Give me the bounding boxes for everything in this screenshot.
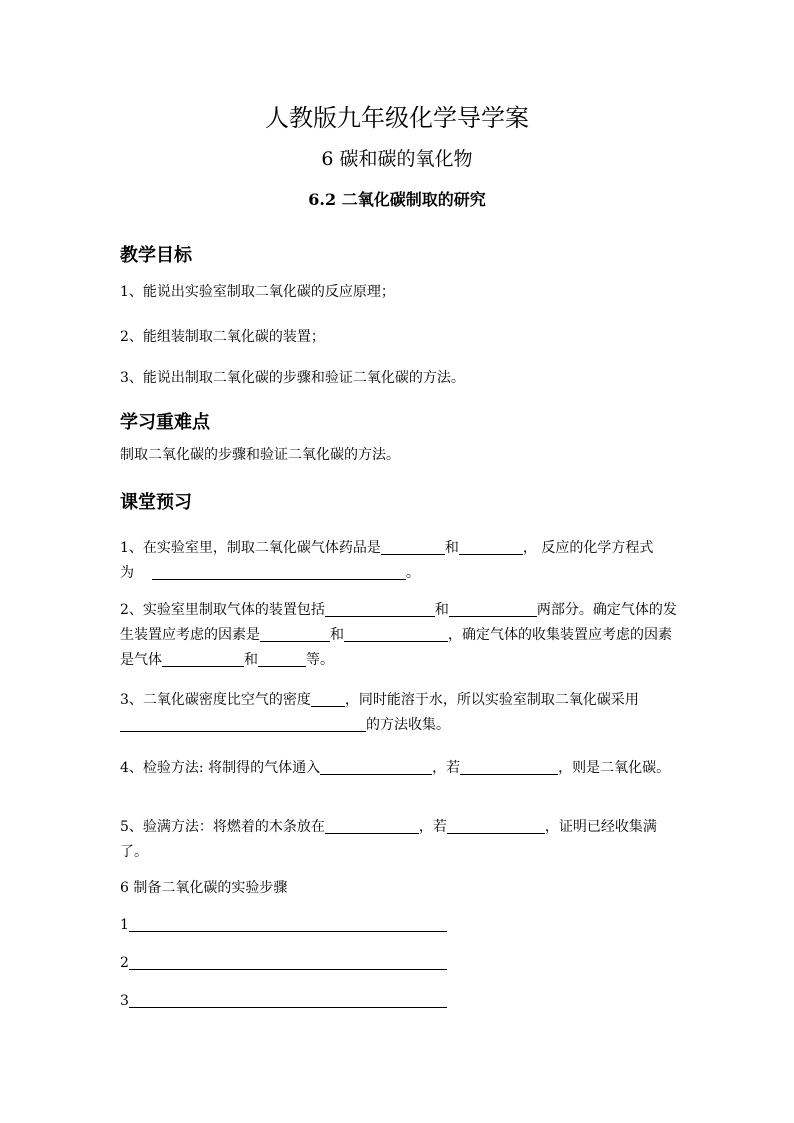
- q1-blank-1[interactable]: [381, 538, 445, 555]
- q3-blank-2[interactable]: [120, 715, 366, 732]
- q2-text-d: 和: [330, 627, 344, 643]
- q3-text-a: 3、二氧化碳密度比空气的密度: [120, 692, 311, 708]
- q3-text-b: ，同时能溶于水，所以实验室制取二氧化碳采用: [344, 692, 639, 708]
- q4-blank-1[interactable]: [320, 758, 432, 775]
- q5-blank-1[interactable]: [325, 817, 419, 834]
- key-points-text: 制取二氧化碳的步骤和验证二氧化碳的方法。: [120, 447, 400, 463]
- q4-text-a: 4、检验方法: 将制得的气体通入: [120, 760, 321, 776]
- q2-blank-5[interactable]: [162, 650, 244, 667]
- q3-blank-1[interactable]: [311, 690, 345, 707]
- q4-blank-2[interactable]: [460, 758, 558, 775]
- q2-text-g: 等。: [306, 652, 334, 668]
- objective-item-3: 3、能说出制取二氧化碳的步骤和验证二氧化碳的方法。: [120, 370, 465, 386]
- question-3: [120, 688, 680, 738]
- step-1-number: 1: [120, 917, 129, 933]
- q4-text-c: ，则是二氧化碳。: [558, 760, 671, 776]
- q1-text-c: ， 反应的化学方程式为: [120, 540, 654, 581]
- step-3: [120, 989, 680, 1014]
- steps-title: 6 制备二氧化碳的实验步骤: [120, 880, 288, 896]
- q5-text-b: ，若: [418, 819, 447, 835]
- q2-text-f: 和: [244, 652, 258, 668]
- objective-item-1: 1、能说出实验室制取二氧化碳的反应原理；: [120, 284, 395, 300]
- q5-text-a: 5、验满方法：将燃着的木条放在: [120, 819, 325, 835]
- step-3-number: 3: [120, 993, 129, 1009]
- key-points-heading: 学习重难点: [120, 412, 210, 433]
- q1-text-d: 。: [405, 565, 420, 581]
- q3-text-c: 的方法收集。: [366, 717, 450, 733]
- q2-text-c: 两部分。确定气体的发生装置应考虑的因素是: [120, 602, 677, 643]
- question-1: [120, 536, 680, 586]
- q2-text-b: 和: [434, 602, 449, 618]
- step-2-number: 2: [120, 955, 129, 971]
- objectives-heading: 教学目标: [120, 245, 192, 266]
- q1-text-b: 和: [444, 540, 459, 556]
- q1-text-a: 1、在实验室里，制取二氧化碳气体药品是: [120, 540, 381, 556]
- preview-heading: 课堂预习: [120, 492, 192, 513]
- q2-blank-1[interactable]: [325, 600, 435, 617]
- objective-item-2: 2、能组装制取二氧化碳的装置；: [120, 329, 325, 345]
- q2-text-e: ，确定气体的收集装置应考虑的因素是气体: [120, 627, 672, 668]
- question-5: [120, 815, 680, 865]
- q2-blank-2[interactable]: [449, 600, 537, 617]
- step-1-line[interactable]: [129, 915, 447, 932]
- main-title: 人教版九年级化学导学案: [265, 104, 529, 132]
- question-2: [120, 598, 680, 673]
- step-1: [120, 913, 680, 938]
- q2-blank-3[interactable]: [260, 625, 330, 642]
- question-4: [120, 756, 680, 781]
- q2-blank-4[interactable]: [344, 625, 448, 642]
- q5-blank-2[interactable]: [447, 817, 545, 834]
- step-2-line[interactable]: [129, 953, 447, 970]
- q2-blank-6[interactable]: [258, 650, 306, 667]
- unit-title: 6 碳和碳的氧化物: [321, 148, 473, 170]
- lesson-title: 6.2 二氧化碳制取的研究: [308, 190, 486, 209]
- q2-text-a: 2、实验室里制取气体的装置包括: [120, 602, 325, 618]
- q4-text-b: ，若: [432, 760, 461, 776]
- step-2: [120, 951, 680, 976]
- step-3-line[interactable]: [129, 991, 447, 1008]
- q1-blank-3[interactable]: [152, 563, 406, 580]
- q5-text-c: ，证明已经收集满了。: [120, 819, 657, 860]
- q1-blank-2[interactable]: [459, 538, 523, 555]
